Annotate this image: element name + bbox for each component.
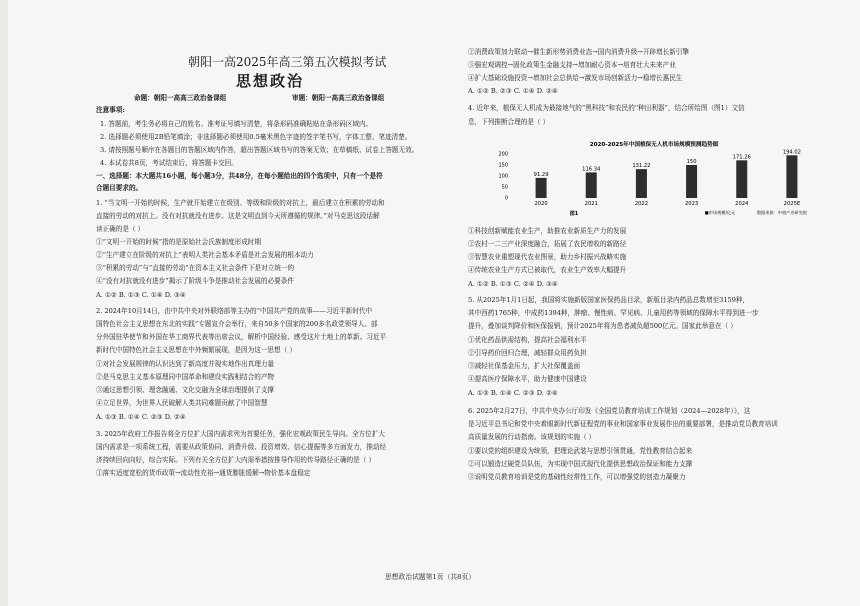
q-line: 1. “当文明一开始的时候，生产就开始建立在级别、等级和阶级的对抗上，最后建立在积累的劳动和 [96,199,385,207]
q-line: 高质量发展的行动指南。该规划的实施（ ） [468,433,596,441]
y-tick-label: 200 [498,151,508,158]
q-option: ④扩大基础设施投资→增加社会总供给→激发市场创新活力→稳增长惠民生 [468,74,683,82]
x-tick-label: 2020 [534,201,548,207]
q-option: ③减轻社保基金压力，扩大社保覆盖面 [468,362,581,370]
q-option: ④提高医疗保障水平，助力健康中国建设 [468,375,587,383]
notes-title: 注意事项: [96,106,125,114]
bar-2020 [536,178,547,198]
q-option: ①落实适度宽松的货币政策→流动性充裕→通货膨胀缓解→物价基本盘稳定 [96,469,311,477]
y-tick-label: 150 [498,162,508,169]
q-line: 4. 近年来，植保无人机成为最接地气的“黑科技”和农民的“种田利器”，结合所给图（图1）文信 [468,104,745,112]
q-option: ②农村一二三产业深度融合，拓展了农民增收的新路径 [468,240,627,248]
q-line: 提升，叠加谈判降价和医保报销，预计2025年将为患者减负超500亿元。国家此举意在（ ） [468,322,737,330]
q-option: ④“没有对抗就没有进步”揭示了阶级斗争是推动社会发展的必要条件 [96,277,294,285]
q-choices: A. ①② B. ①③ C. ②④ D. ③④ [468,280,558,288]
chart-title: 2020-2025年中国植保无人机市场规模预测趋势图 [589,142,719,148]
reviewer-line: 审题：朝阳一高高三政治备课组 [292,94,385,102]
y-tick-label: 50 [501,184,508,191]
bar-2024 [736,160,747,198]
figure-label: 图1 [569,211,579,216]
q-line: 6. 2025年2月27日，中共中央办公厅印发《全国党员教育培训工作规划（2024—2028年）》，这 [468,407,751,415]
q-line: 新时代中国特色社会主义思想在中外频繁展现，是因为这一思想（ ） [96,346,296,354]
q-option: ③说明党员教育培训是党的基础性经常性工作，可以增强党的创造力凝聚力 [468,473,686,481]
bar-value-label: 91.29 [533,171,549,178]
q-choices: A. ①② B. ②③ C. ①④ D. ②④ [468,87,558,95]
x-tick-label: 2024 [735,201,749,207]
q-option: ①对社会发展规律的认识达到了新高度并现实地作出真理力量 [96,360,275,368]
q-choices: A. ①③ B. ①④ C. ②③ D. ②④ [468,389,558,397]
bar-value-label: 194.02 [782,149,801,156]
q-line: 国内需求是一项系统工程，需要从政策协同、消费升级、投资增效、信心提振等多方面发力，推动经 [96,443,387,451]
bar-2021 [586,172,597,198]
q-option: ①“文明一开始的时候”指的是原始社会氏族制度形成时期 [96,238,261,246]
q-option: ①要以党的组织建设为统领，把理论武装与思想引领贯通，党性教育结合起来 [468,447,693,455]
bar-2025E [786,155,797,198]
q-line: 国特色社会主义思想在东北的实践”专题宣介会举行，来自50多个国家的200多名政党领导人、部 [96,320,378,328]
setter-line: 命题：朝阳一高高三政治备课组 [134,94,227,102]
page-edge [0,0,8,606]
q-line: 5. 从2025年1月1日起，我国将实施新版国家医保药品目录，新版目录内药品总数增至3159种， [468,296,750,304]
q-choices: A. ①② B. ①③ C. ①④ D. ③④ [96,291,186,299]
q-line: 济持续回向向好，综合实际。下列有关全方位扩大内需举措按推导作用的传导路径正确的是（ ） [96,456,376,464]
y-tick-label: 100 [498,173,508,180]
q-option: ④传统农业生产方式已被取代，农业生产效率大幅提升 [468,266,627,274]
q-option: ②消费政策加力联动→催生新形势消费业态→国内消费升级→开辟增长新引擎 [468,48,689,56]
bar-2023 [686,165,697,198]
y-tick-label: 0 [504,195,508,202]
bar-value-label: 116.34 [582,166,601,173]
q-option: ②是马克思主义基本原理同中国革命和建设实践相结合的产物 [96,373,275,381]
note-item: 3. 请按照题号顺序在各题目的答题区域内作答，超出答题区域书写的答案无效；在草稿纸、试卷上答题无效。 [100,146,419,154]
note-item: 4. 本试卷共8页，考试结束后，将答题卡交回。 [100,159,238,167]
q-option: ②引导药价回归合理，减轻群众用药负担 [468,349,587,357]
q-line: 读正确的是（ ） [96,225,145,233]
q-option: ③“积累的劳动”与“直接的劳动”在资本主义社会条件下是对立统一的 [96,264,295,272]
q-option: ①优化药品供需结构，提高社会福利水平 [468,336,587,344]
section-heading-cont: 合题目要求的。 [96,184,143,192]
q-line: 其中西药1765种，中成药1394种，肿瘤、慢性病、罕见病、儿童用药等领域的保障水平得到进一步 [468,309,759,317]
q-choices: A. ①③ B. ①④ C. ②③ D. ②④ [96,413,186,421]
chart-source: 数据来源：中商产业研究院 [756,210,808,215]
x-tick-label: 2023 [684,201,699,207]
note-item: 2. 选择题必须使用2B铅笔填涂；非选择题必须使用0.5毫米黑色字迹的签字笔书写，字体工整、笔迹清楚。 [100,133,412,141]
x-tick-label: 2022 [634,201,649,207]
bar-value-label: 131.22 [632,163,651,170]
q-option: ③智慧农业重塑现代农业图景，助力乡村振兴战略实施 [468,253,627,261]
exam-title: 朝阳一高2025年高三第五次模拟考试 [188,55,387,69]
q-line: 是习近平总书记和党中央着眼新时代新征程党的事业和国家事业发展作出的重要部署，是推动党员教育培训 [468,420,778,428]
q-option: ③通过思想引领、理念融通、文化交融为全球治理提供了支撑 [96,386,275,394]
subject-title: 思想政治 [236,72,305,90]
q-line: 2. 2024年10月14日，由中共中央对外联络部等主办的“中国共产党的故事——习近平新时代中 [96,307,373,315]
x-tick-label: 2021 [584,201,598,207]
q-option: ②可以锻造过硬党员队伍，为实现中国式现代化提供思想政治保证和能力支撑 [468,460,693,468]
x-tick-label: 2025E [783,201,801,207]
q-line: 3. 2025年政府工作报告将全方位扩大国内需求列为首要任务，强化宏观政策民生导向。全方位扩大 [96,430,385,438]
q-option: ③强宏观调控→固化政策生金融支持→增加耐心资本→培育壮大未来产业 [468,61,676,69]
q-line: 息，下列推断合理的是（ ） [468,118,550,126]
bar-2022 [636,169,647,198]
bar-value-label: 171.26 [732,154,751,161]
chart-legend: ■市场规模/亿元 [704,210,736,215]
page-footer: 思想政治试题第1页（共8页） [384,573,476,581]
market-size-bar-chart [482,138,827,216]
q-line: 分外国驻华使节和外国在华工商界代表等出席会议，解析中国经验、感受这片土地上的革新。习近平 [96,333,387,341]
note-item: 1. 答题前，考生务必将自己的姓名、准考证号填写清楚，将条形码准确粘贴在条形码区域内。 [100,120,373,128]
q-option: ①科技创新赋能农业生产，助推农业新质生产力的发展 [468,227,627,235]
bar-value-label: 150 [686,159,697,165]
q-line: 直接的劳动的对抗上。没有对抗就没有进步。这是文明直到今天所遵循的规律。”对马克思这段话解 [96,212,380,220]
q-option: ④立足世界，为世界人民破解人类共同难题贡献了中国智慧 [96,399,268,407]
section-heading: 一、选择题：本大题共16小题，每小题3分，共48分，在每小题给出的四个选项中，只有一个是符 [96,172,383,180]
q-option: ②“生产建立在阶级的对抗上”表明人类社会基本矛盾是社会发展的根本动力 [96,251,314,259]
